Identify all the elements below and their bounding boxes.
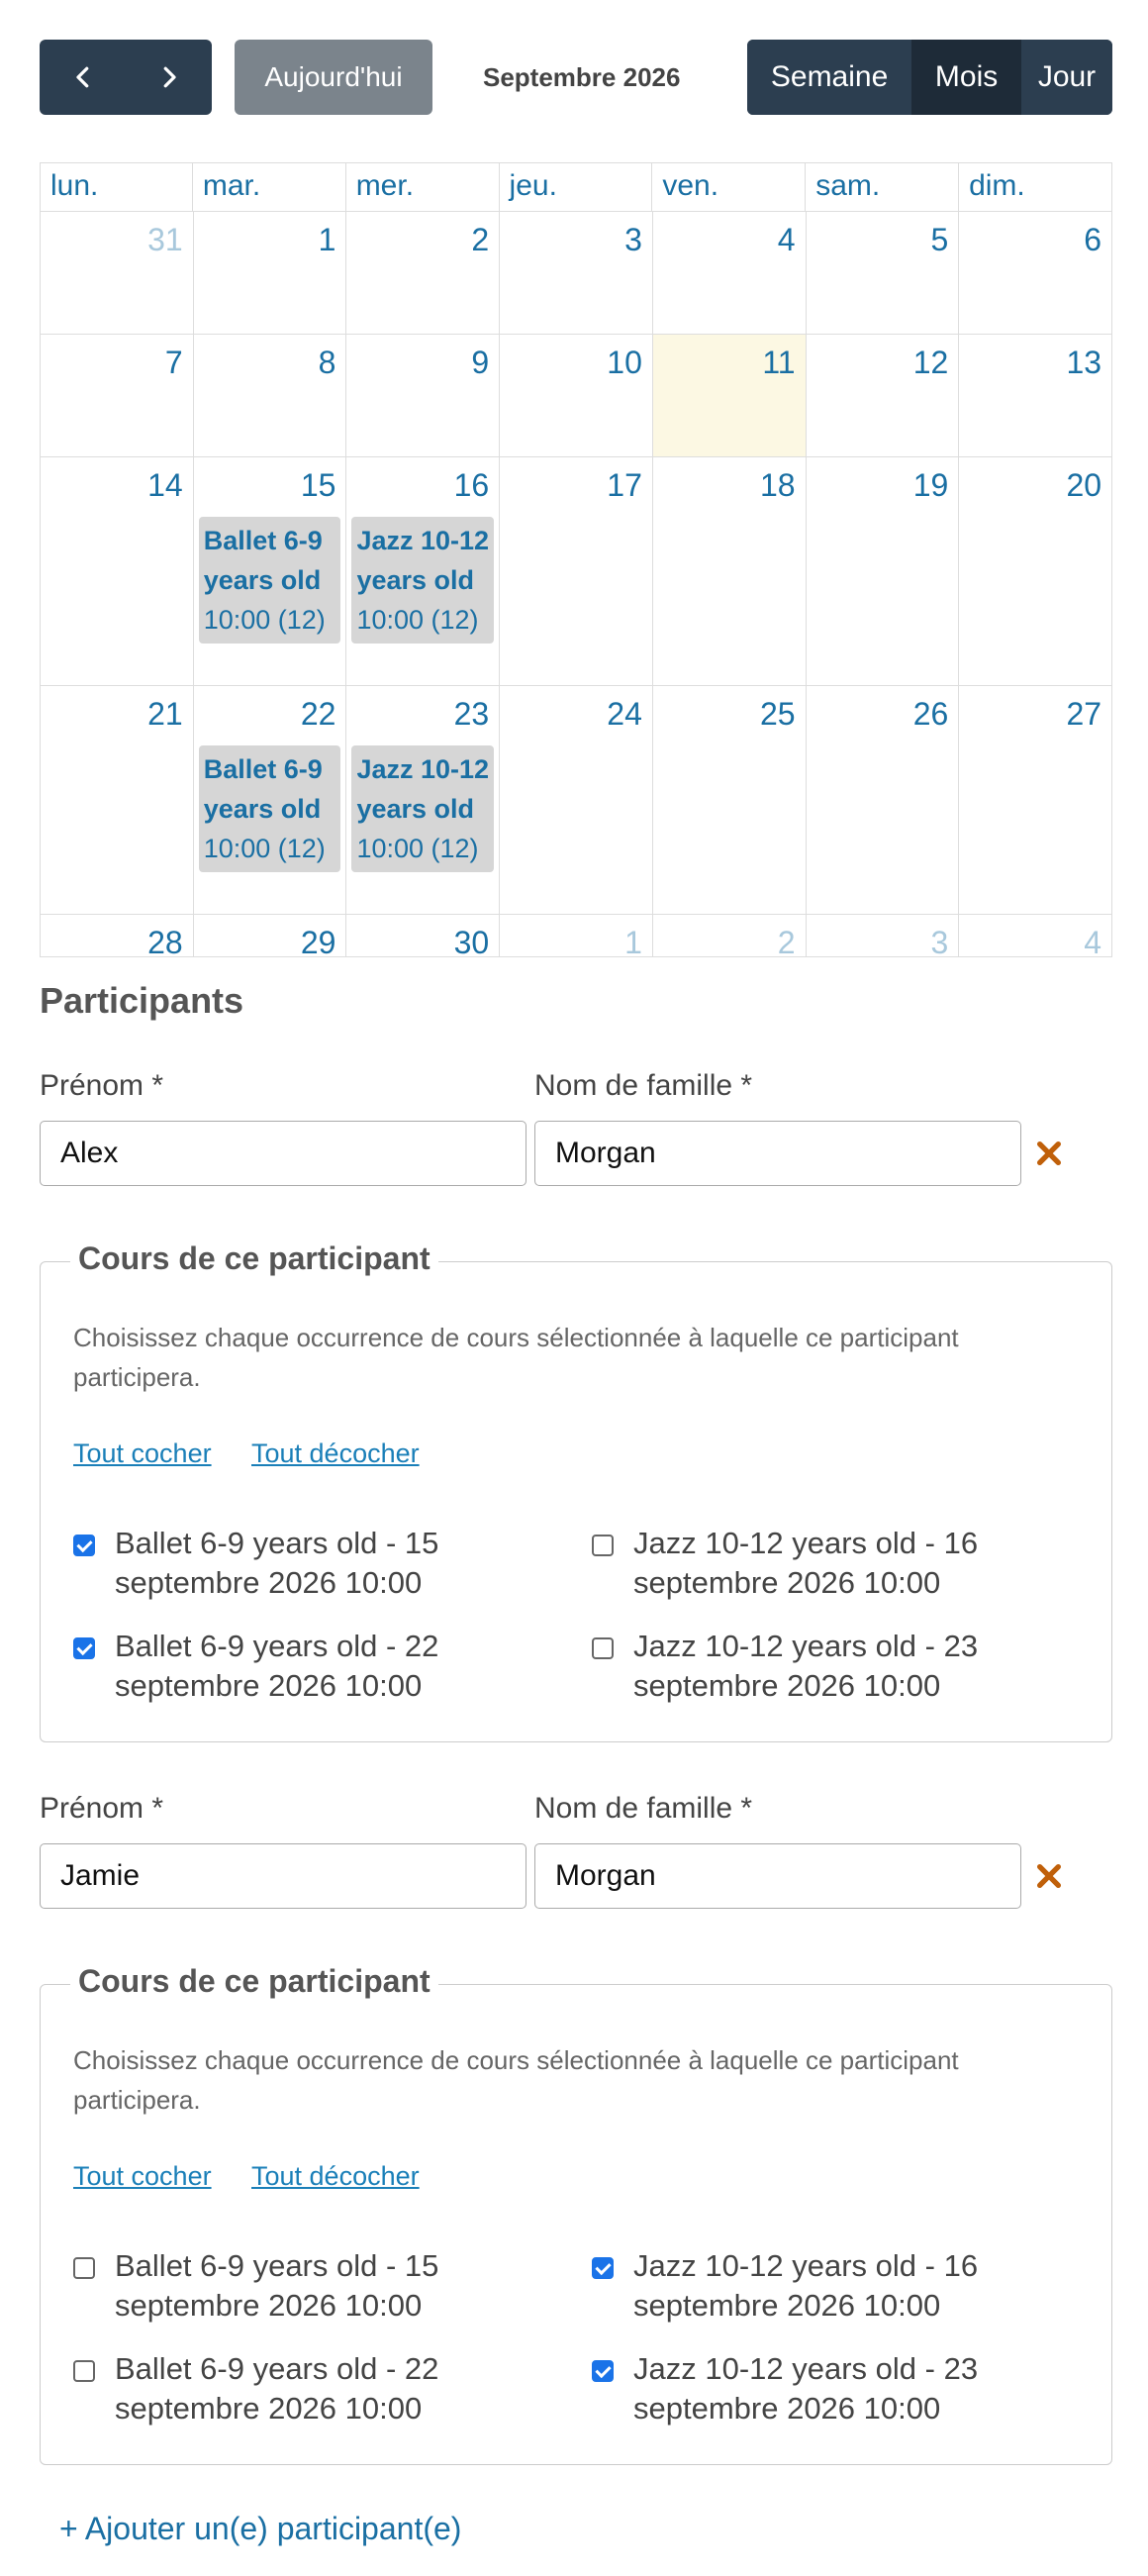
calendar-day-cell[interactable]: [807, 457, 960, 686]
weekday-label: ven.: [652, 162, 806, 212]
calendar-day-cell[interactable]: [807, 335, 960, 457]
last-name-label: Nom de famille *: [534, 1792, 753, 1825]
courses-legend: Cours de ce participant: [70, 1963, 438, 2000]
remove-participant-button[interactable]: [1033, 1860, 1065, 1892]
calendar-week-row: [40, 212, 1112, 335]
calendar-day-cell[interactable]: [194, 335, 347, 457]
event-title: Jazz 10-12 years old: [356, 754, 490, 824]
day-number[interactable]: 8: [318, 345, 336, 380]
remove-participant-button[interactable]: [1033, 1138, 1065, 1169]
calendar-day-cell[interactable]: [41, 915, 194, 957]
day-number[interactable]: 30: [453, 925, 490, 957]
prev-month-button[interactable]: [40, 40, 126, 115]
check-all-link[interactable]: Tout cocher: [73, 1438, 212, 1468]
day-number[interactable]: 1: [624, 925, 642, 957]
calendar-day-cell[interactable]: [959, 915, 1112, 957]
event-time: 10:00 (12): [203, 834, 326, 863]
add-participant-link[interactable]: + Ajouter un(e) participant(e): [59, 2511, 462, 2546]
calendar-week-row: [40, 915, 1112, 957]
course-option[interactable]: [73, 1627, 558, 1706]
weekday-label: dim.: [959, 162, 1112, 212]
calendar-day-cell[interactable]: [346, 457, 500, 686]
course-option[interactable]: [592, 2349, 1077, 2428]
course-checkbox[interactable]: [592, 2257, 614, 2279]
day-number[interactable]: 11: [762, 345, 796, 380]
event-time: 10:00 (12): [356, 605, 479, 635]
chevron-left-icon: [68, 62, 98, 92]
calendar-day-cell[interactable]: [500, 335, 653, 457]
event-title: Ballet 6-9 years old: [203, 754, 323, 824]
day-number[interactable]: 2: [471, 222, 490, 257]
nav-button-group: [40, 40, 212, 115]
day-number[interactable]: 14: [147, 467, 183, 503]
weekday-header: [40, 162, 1112, 212]
calendar-day-cell[interactable]: [194, 915, 347, 957]
close-icon: [1033, 1860, 1065, 1892]
weekday-label: jeu.: [500, 162, 653, 212]
course-checkbox[interactable]: [592, 1637, 614, 1659]
course-checkbox[interactable]: [592, 2360, 614, 2382]
day-number[interactable]: 15: [300, 467, 336, 503]
first-name-input[interactable]: Alex: [40, 1121, 526, 1186]
calendar-day-cell[interactable]: [346, 686, 500, 915]
course-option-label: Jazz 10-12 years old - 16 septembre 2026 10:00: [633, 2248, 979, 2323]
calendar-day-cell[interactable]: [194, 212, 347, 335]
last-name-label: Nom de famille *: [534, 1069, 753, 1102]
course-option-label: Ballet 6-9 years old - 22 septembre 2026 10:00: [115, 1629, 439, 1703]
day-number[interactable]: 17: [607, 467, 642, 503]
calendar-event[interactable]: [199, 517, 341, 644]
day-number[interactable]: 3: [624, 222, 642, 257]
event-title: Ballet 6-9 years old: [203, 526, 323, 595]
participant-courses-fieldset: [40, 1240, 1112, 1742]
first-name-input[interactable]: Jamie: [40, 1843, 526, 1909]
calendar-day-cell[interactable]: [194, 457, 347, 686]
courses-help-text: Choisissez chaque occurrence de cours sélectionnée à laquelle ce participant participera.: [73, 1323, 959, 1392]
course-option[interactable]: [592, 2246, 1077, 2326]
view-week-button[interactable]: Semaine: [747, 40, 911, 115]
calendar-day-cell[interactable]: [500, 212, 653, 335]
calendar-week-row: [40, 457, 1112, 686]
day-number[interactable]: 9: [471, 345, 490, 380]
check-all-link[interactable]: Tout cocher: [73, 2161, 212, 2191]
day-number[interactable]: 5: [930, 222, 949, 257]
calendar-day-cell[interactable]: [807, 915, 960, 957]
calendar-toolbar: [40, 40, 1112, 115]
calendar-day-cell[interactable]: [41, 457, 194, 686]
calendar-day-cell[interactable]: [807, 686, 960, 915]
weekday-label: mer.: [346, 162, 500, 212]
month-title: Septembre 2026: [483, 61, 681, 92]
month-calendar: [40, 162, 1112, 957]
course-option-label: Ballet 6-9 years old - 22 septembre 2026 10:00: [115, 2351, 439, 2426]
first-name-label: Prénom *: [40, 1069, 164, 1102]
day-number[interactable]: 21: [147, 696, 183, 732]
close-icon: [1033, 1138, 1065, 1169]
calendar-day-cell[interactable]: [653, 915, 807, 957]
course-option-label: Jazz 10-12 years old - 16 septembre 2026 10:00: [633, 1526, 979, 1600]
course-checkbox[interactable]: [73, 2257, 95, 2279]
course-option-label: Jazz 10-12 years old - 23 septembre 2026 10:00: [633, 1629, 979, 1703]
day-number[interactable]: 6: [1084, 222, 1102, 257]
chevron-right-icon: [154, 62, 184, 92]
course-option-label: Ballet 6-9 years old - 15 septembre 2026 10:00: [115, 1526, 439, 1600]
course-option-label: Ballet 6-9 years old - 15 septembre 2026 10:00: [115, 2248, 439, 2323]
uncheck-all-link[interactable]: Tout décocher: [251, 2161, 420, 2191]
uncheck-all-link[interactable]: Tout décocher: [251, 1438, 420, 1468]
day-number[interactable]: 19: [912, 467, 949, 503]
calendar-day-cell[interactable]: [500, 915, 653, 957]
day-number[interactable]: 10: [607, 345, 642, 380]
day-number[interactable]: 27: [1066, 696, 1102, 732]
event-title: Jazz 10-12 years old: [356, 526, 490, 595]
calendar-day-cell[interactable]: [653, 457, 807, 686]
event-time: 10:00 (12): [203, 605, 326, 635]
day-number[interactable]: 29: [300, 925, 336, 957]
calendar-day-cell[interactable]: [194, 686, 347, 915]
day-number[interactable]: 13: [1066, 345, 1102, 380]
day-number[interactable]: 2: [777, 925, 796, 957]
last-name-input[interactable]: Morgan: [534, 1843, 1021, 1909]
calendar-day-cell[interactable]: [346, 915, 500, 957]
day-number[interactable]: 31: [147, 222, 183, 257]
calendar-day-cell[interactable]: [346, 212, 500, 335]
calendar-day-cell[interactable]: [807, 212, 960, 335]
day-number[interactable]: 16: [453, 467, 490, 503]
course-option-label: Jazz 10-12 years old - 23 septembre 2026 10:00: [633, 2351, 979, 2426]
calendar-day-cell[interactable]: [959, 686, 1112, 915]
day-number[interactable]: 22: [300, 696, 336, 732]
day-number[interactable]: 4: [1084, 925, 1102, 957]
course-option[interactable]: [73, 2349, 558, 2428]
calendar-day-cell[interactable]: [653, 686, 807, 915]
calendar-day-cell[interactable]: [500, 686, 653, 915]
course-option[interactable]: [73, 1524, 558, 1603]
courses-help-text: Choisissez chaque occurrence de cours sélectionnée à laquelle ce participant participera.: [73, 2045, 959, 2115]
calendar-day-cell[interactable]: [653, 335, 807, 457]
calendar-week-row: [40, 686, 1112, 915]
day-number[interactable]: 4: [777, 222, 796, 257]
calendar-day-cell[interactable]: [41, 335, 194, 457]
day-number[interactable]: 3: [930, 925, 949, 957]
view-month-button[interactable]: Mois: [911, 40, 1019, 115]
event-time: 10:00 (12): [356, 834, 479, 863]
view-switcher: [747, 40, 1112, 115]
course-checkbox[interactable]: [73, 1535, 95, 1556]
day-number[interactable]: 12: [912, 345, 949, 380]
calendar-day-cell[interactable]: [959, 335, 1112, 457]
calendar-grid: [40, 212, 1112, 957]
view-day-button[interactable]: Jour: [1019, 40, 1112, 115]
day-number[interactable]: 25: [760, 696, 796, 732]
day-number[interactable]: 7: [164, 345, 183, 380]
day-number[interactable]: 24: [607, 696, 642, 732]
course-checkbox[interactable]: [73, 2360, 95, 2382]
course-checkbox[interactable]: [592, 1535, 614, 1556]
course-option[interactable]: [592, 1627, 1077, 1706]
course-option[interactable]: [73, 2246, 558, 2326]
calendar-day-cell[interactable]: [500, 457, 653, 686]
calendar-day-cell[interactable]: [41, 212, 194, 335]
day-number[interactable]: 26: [912, 696, 949, 732]
day-number[interactable]: 18: [760, 467, 796, 503]
calendar-event[interactable]: [199, 745, 341, 872]
weekday-label: sam.: [806, 162, 959, 212]
calendar-event[interactable]: [351, 517, 494, 644]
day-number[interactable]: 1: [318, 222, 336, 257]
calendar-day-cell[interactable]: [346, 335, 500, 457]
calendar-day-cell[interactable]: [959, 212, 1112, 335]
calendar-week-row: [40, 335, 1112, 457]
first-name-label: Prénom *: [40, 1792, 164, 1825]
calendar-day-cell[interactable]: [653, 212, 807, 335]
participants-title: Participants: [40, 980, 244, 1021]
next-month-button[interactable]: [126, 40, 212, 115]
course-checkbox[interactable]: [73, 1637, 95, 1659]
weekday-label: mar.: [193, 162, 346, 212]
today-button[interactable]: Aujourd'hui: [235, 40, 432, 115]
calendar-event[interactable]: [351, 745, 494, 872]
last-name-input[interactable]: Morgan: [534, 1121, 1021, 1186]
calendar-day-cell[interactable]: [959, 457, 1112, 686]
day-number[interactable]: 28: [147, 925, 183, 957]
day-number[interactable]: 23: [453, 696, 490, 732]
course-option[interactable]: [592, 1524, 1077, 1603]
participant-courses-fieldset: [40, 1963, 1112, 2465]
weekday-label: lun.: [40, 162, 193, 212]
calendar-day-cell[interactable]: [41, 686, 194, 915]
day-number[interactable]: 20: [1066, 467, 1102, 503]
courses-legend: Cours de ce participant: [70, 1240, 438, 1277]
